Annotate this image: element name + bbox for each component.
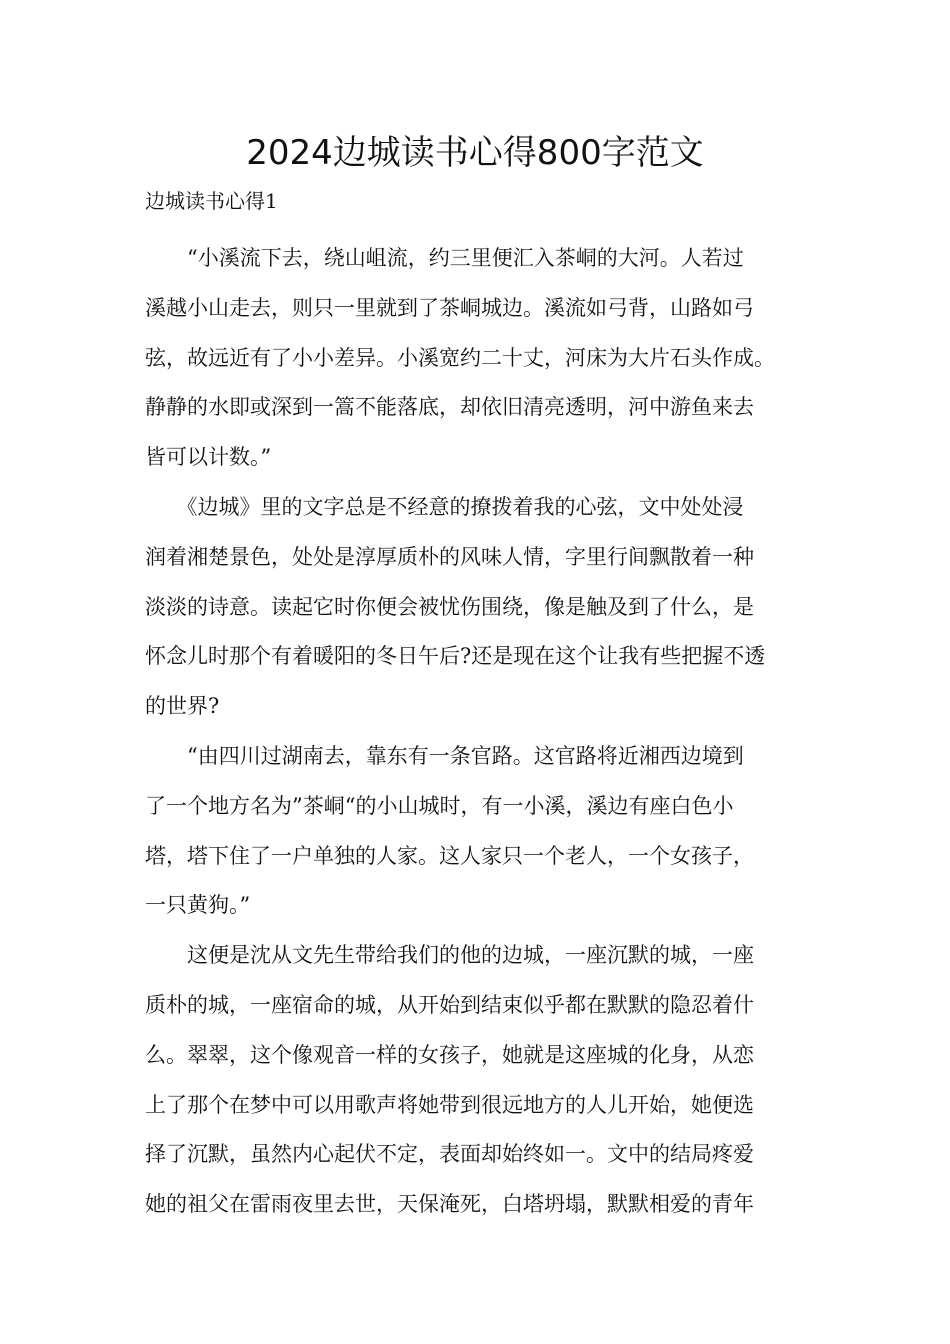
text-line: 她的祖父在雷雨夜里去世，天保淹死，白塔坍塌，默默相爱的青年 xyxy=(145,1192,754,1217)
document-body xyxy=(145,234,835,1230)
paragraph-4 xyxy=(145,931,835,1230)
text-line: 质朴的城，一座宿命的城，从开始到结束似乎都在默默的隐忍着什 xyxy=(145,992,754,1017)
text-line: 《边城》里的文字总是不经意的撩拨着我的心弦，文中处处浸 xyxy=(145,494,744,519)
text-line: 上了那个在梦中可以用歌声将她带到很远地方的人儿开始，她便选 xyxy=(145,1092,754,1117)
text-line: 的世界? xyxy=(145,694,220,719)
text-line: 了一个地方名为”茶峒“的小山城时，有一小溪，溪边有座白色小 xyxy=(145,793,734,818)
text-line: “由四川过湖南去，靠东有一条官路。这官路将近湘西边境到 xyxy=(145,743,744,768)
paragraph-3 xyxy=(145,732,835,931)
text-line: 么。翠翠，这个像观音一样的女孩子，她就是这座城的化身，从恋 xyxy=(145,1042,754,1067)
paragraph-2 xyxy=(145,483,835,732)
document-title: 2024边城读书心得800字范文 xyxy=(246,133,704,173)
section-heading: 边城读书心得1 xyxy=(145,189,278,213)
text-line: 静静的水即或深到一篙不能落底，却依旧清亮透明，河中游鱼来去 xyxy=(145,395,754,420)
text-line: 淡淡的诗意。读起它时你便会被忧伤围绕，像是触及到了什么，是 xyxy=(145,594,754,619)
text-line: 溪越小山走去，则只一里就到了茶峒城边。溪流如弓背，山路如弓 xyxy=(145,295,754,320)
text-line: 一只黄狗。” xyxy=(145,893,251,918)
text-line: 润着湘楚景色，处处是淳厚质朴的风味人情，字里行间飘散着一种 xyxy=(145,544,754,569)
text-line: 塔，塔下住了一户单独的人家。这人家只一个老人，一个女孩子， xyxy=(145,843,754,868)
paragraph-1 xyxy=(145,234,835,483)
text-line: “小溪流下去，绕山岨流，约三里便汇入茶峒的大河。人若过 xyxy=(145,246,744,270)
text-line: 这便是沈从文先生带给我们的他的边城，一座沉默的城，一座 xyxy=(145,943,754,968)
text-line: 怀念儿时那个有着暖阳的冬日午后?还是现在这个让我有些把握不透 xyxy=(145,644,766,669)
text-line: 皆可以计数。” xyxy=(145,445,272,470)
text-line: 择了沉默，虽然内心起伏不定，表面却始终如一。文中的结局疼爱 xyxy=(145,1142,754,1167)
text-line: 弦，故远近有了小小差异。小溪宽约二十丈，河床为大片石头作成。 xyxy=(145,345,775,370)
